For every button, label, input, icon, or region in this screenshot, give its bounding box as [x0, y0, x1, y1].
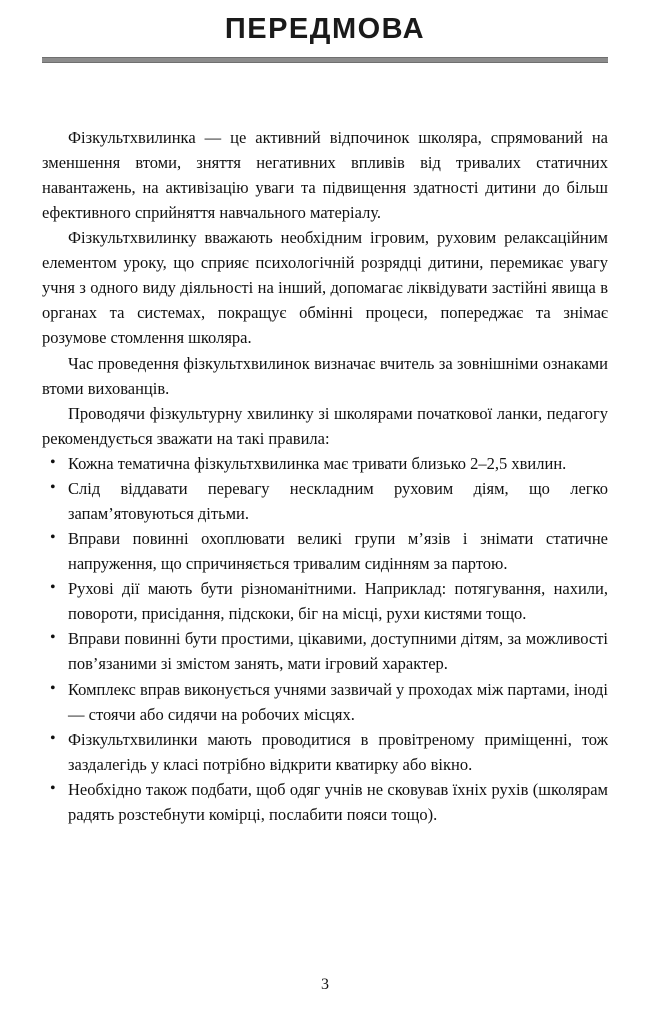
bullet-icon: •: [50, 629, 56, 647]
list-item: [42, 451, 608, 476]
list-item-text: Слід віддавати перевагу нескладним руховим діям, що легко запам’ятовуються дітьми.: [68, 478, 608, 523]
list-item: [42, 576, 608, 626]
list-item-text: Кожна тематична фізкультхвилинка має тривати близько 2–2,5 хвилин.: [68, 453, 567, 473]
list-item-text: Фізкультхвилинки мають проводитися в провітреному приміщенні, тож заздалегідь у класі потрібно відкрити кватирку або вікно.: [68, 729, 608, 774]
bullet-icon: •: [50, 779, 56, 797]
page-number: 3: [321, 976, 329, 993]
list-item: [42, 626, 608, 676]
list-item-text: Вправи повинні охоплювати великі групи м’язів і знімати статичне напруження, що спричиняється тривалим сидінням за партою.: [68, 529, 608, 574]
list-item-text: Комплекс вправ виконується учнями зазвичай у проходах між партами, іноді — стоячи або сидячи на робочих місцях.: [68, 679, 608, 724]
list-item: [42, 727, 608, 777]
list-item-text: Вправи повинні бути простими, цікавими, доступними дітям, за можливості пов’язаними зі змістом занять, мати ігровий характер.: [68, 629, 608, 674]
list-item: [42, 526, 608, 576]
rules-list: [42, 451, 608, 827]
list-item-text: Необхідно також подбати, щоб одяг учнів не сковував їхніх рухів (школярам радять розстебнути комірці, послабити пояси тощо).: [68, 779, 608, 824]
bullet-icon: •: [50, 478, 56, 496]
bullet-icon: •: [50, 529, 56, 547]
paragraph: Час проведення фізкультхвилинок визначає вчитель за зовнішніми ознаками втоми вихованців.: [42, 353, 608, 398]
body-content: [42, 125, 608, 827]
title-divider: [42, 57, 608, 63]
bullet-icon: •: [50, 729, 56, 747]
paragraph: Фізкультхвилинку вважають необхідним ігровим, руховим релаксаційним елементом уроку, що сприяє психологічній розрядці дитини, перемикає увагу учня з одного виду діяльності на інший, допомагає ліквідувати застійні явища в органах та системах, покращує обмінні процеси, попереджає та знімає розумове стомлення школяра.: [42, 228, 608, 348]
list-item: [42, 677, 608, 727]
page-title: ПЕРЕДМОВА: [224, 13, 426, 45]
bullet-icon: •: [50, 453, 56, 471]
list-item: [42, 777, 608, 827]
document-page: [0, 12, 650, 1012]
list-item-text: Рухові дії мають бути різноманітними. Наприклад: потягування, нахили, повороти, присідання, підскоки, біг на місці, рухи кистями тощо.: [68, 579, 608, 624]
bullet-icon: •: [50, 579, 56, 597]
list-item: [42, 476, 608, 526]
bullet-icon: •: [50, 679, 56, 697]
paragraph: Фізкультхвилинка — це активний відпочинок школяра, спрямований на зменшення втоми, зняття негативних впливів від тривалих статичних навантажень, на активізацію уваги та підвищення здатності дитини до більш ефективного сприйняття навчального матеріалу.: [42, 127, 608, 223]
paragraph: Проводячи фізкультурну хвилинку зі школярами початкової ланки, педагогу рекомендується зважати на такі правила:: [42, 403, 608, 448]
